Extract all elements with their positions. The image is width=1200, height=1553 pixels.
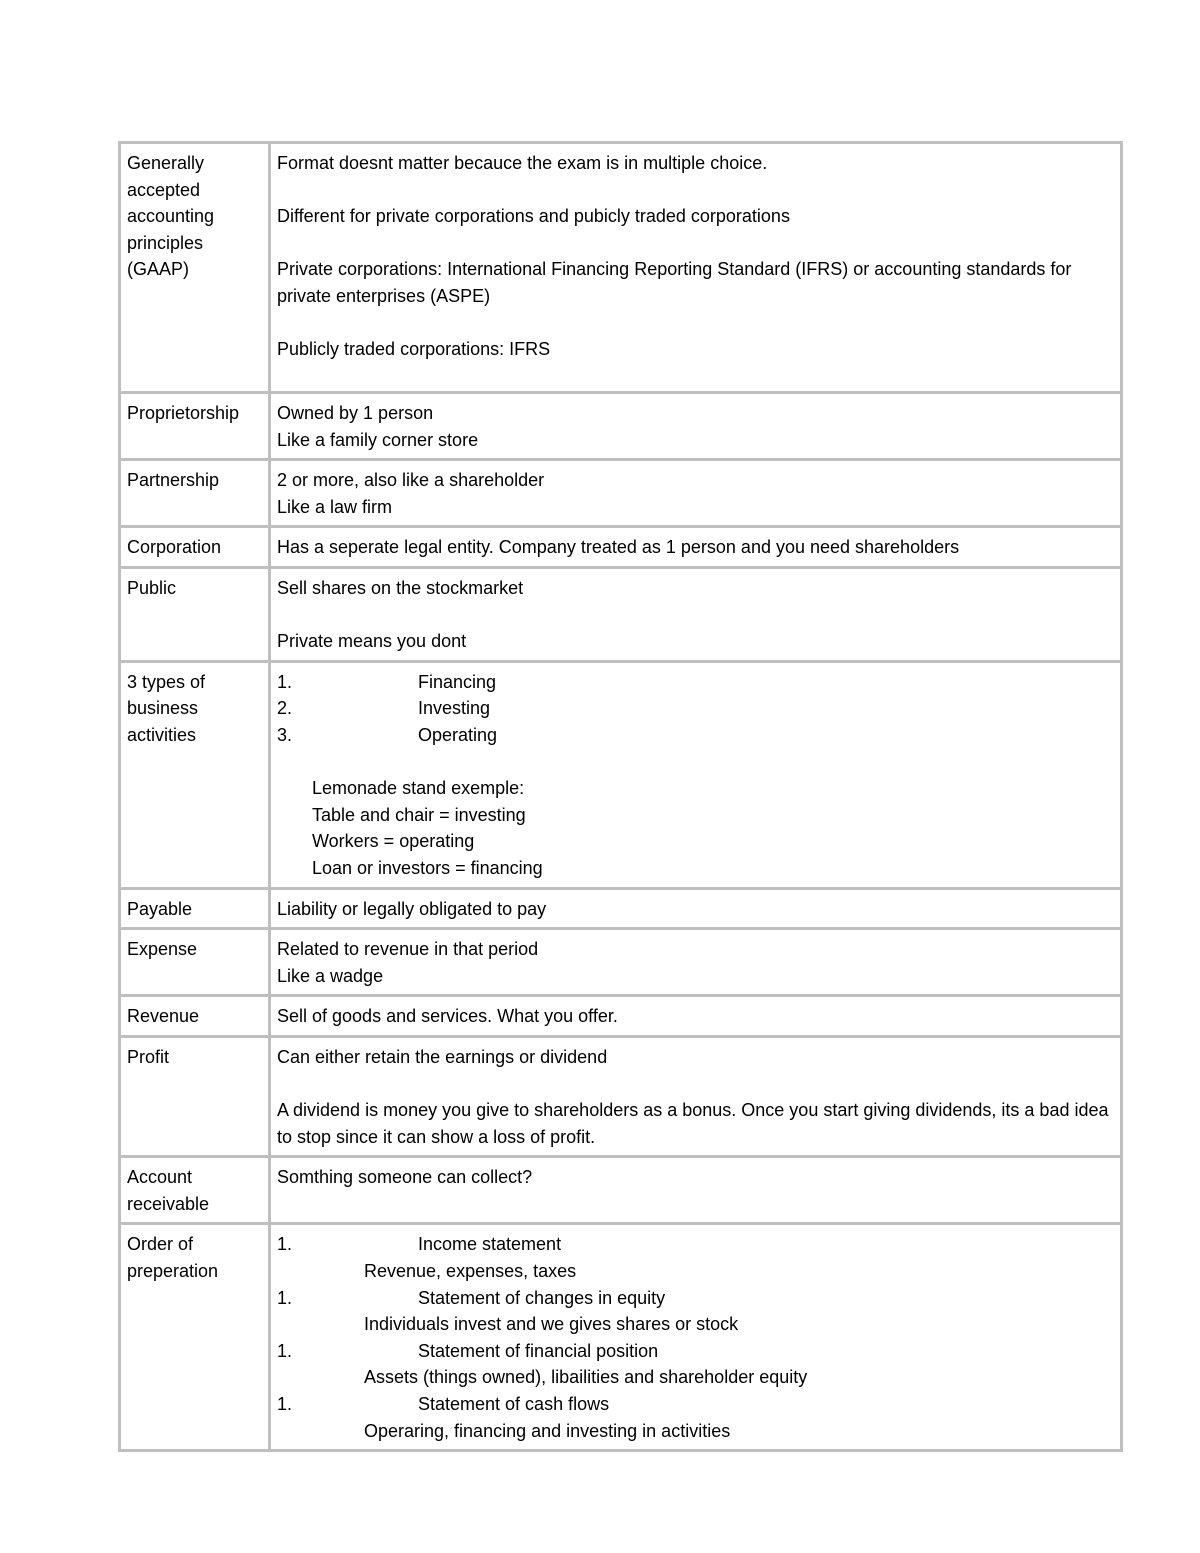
table-row (120, 661, 1122, 888)
term-line: Generally (127, 153, 205, 173)
term-text: Corporation (127, 537, 222, 558)
definition-line: 2 or more, also like a shareholder (277, 470, 545, 491)
term-cell-activities (120, 661, 270, 888)
definition-line: Liability or legally obligated to pay (277, 898, 547, 919)
list-text: Operating (418, 724, 498, 745)
definition-line: Private means you dont (277, 631, 467, 652)
list-text: Statement of changes in equity (418, 1287, 666, 1308)
term-line: principles (127, 232, 204, 253)
definition-line: Sell of goods and services. What you offer. (277, 1006, 618, 1027)
definition-line: Has a seperate legal entity. Company treated as 1 person and you need shareholders (277, 537, 960, 558)
list-subtext: Assets (things owned), libailities and shareholder equity (364, 1367, 808, 1388)
table-row (120, 1224, 1122, 1451)
definition-cell-activities (270, 661, 1122, 888)
term-cell-expense (120, 929, 270, 996)
list-item (277, 1338, 1114, 1365)
definition-cell-account-receivable (270, 1157, 1122, 1224)
list-number: 1. (277, 1340, 293, 1361)
definition-line: Owned by 1 person (277, 403, 434, 423)
definition-line: Related to revenue in that period (277, 939, 539, 960)
definition-line: Like a wadge (277, 965, 384, 986)
term-cell-revenue (120, 996, 270, 1037)
definition-cell-corporation (270, 527, 1122, 568)
table-row (120, 567, 1122, 661)
term-cell-partnership (120, 460, 270, 527)
definition-line: Like a law firm (277, 496, 393, 517)
term-cell-corporation (120, 527, 270, 568)
term-cell-proprietorship (120, 393, 270, 460)
definition-cell-order (270, 1224, 1122, 1451)
list-text: Statement of cash flows (418, 1394, 610, 1414)
term-text: Partnership (127, 470, 220, 491)
definition-line: Can either retain the earnings or dividend (277, 1046, 608, 1067)
list-number: 1. (277, 1287, 293, 1308)
term-line: accepted (127, 179, 201, 200)
term-cell-account-receivable (120, 1157, 270, 1224)
definition-line: Sell shares on the stockmarket (277, 577, 524, 598)
definition-paragraph: Private corporations: International Financing Reporting Standard (IFRS) or accounting standards for private enterprises (ASPE) (277, 259, 1072, 306)
term-line: Account (127, 1167, 193, 1188)
term-line: receivable (127, 1193, 210, 1214)
term-cell-order (120, 1224, 270, 1451)
term-text: Public (127, 577, 177, 598)
list-number: 2. (277, 698, 293, 719)
term-line: Order of (127, 1234, 194, 1255)
list-number: 3. (277, 724, 293, 745)
term-cell-public (120, 567, 270, 661)
definition-paragraph: Format doesnt matter becauce the exam is in multiple choice. (277, 153, 768, 173)
definition-cell-profit (270, 1036, 1122, 1156)
list-subtext: Operaring, financing and investing in activities (364, 1420, 731, 1441)
example-line: Workers = operating (312, 831, 475, 852)
table-row (120, 143, 1122, 393)
definition-cell-payable (270, 888, 1122, 929)
term-line: accounting (127, 206, 215, 227)
table-row (120, 929, 1122, 996)
list-number: 1. (277, 671, 293, 692)
example-line: Loan or investors = financing (312, 857, 543, 878)
list-item (277, 669, 1114, 696)
list-item (277, 1231, 1114, 1258)
definition-cell-partnership (270, 460, 1122, 527)
term-line: (GAAP) (127, 259, 190, 280)
table-row (120, 996, 1122, 1037)
list-text: Investing (418, 698, 491, 719)
term-line: 3 types of (127, 671, 206, 692)
definition-cell-proprietorship (270, 393, 1122, 460)
list-item (277, 722, 1114, 749)
definition-paragraph: A dividend is money you give to shareholders as a bonus. Once you start giving dividends, its a bad idea to stop since it can show a loss of profit. (277, 1100, 1109, 1147)
list-item (277, 695, 1114, 722)
definition-paragraph: Publicly traded corporations: IFRS (277, 339, 551, 360)
term-text: Revenue (127, 1006, 200, 1027)
list-text: Income statement (418, 1234, 562, 1255)
definition-cell-public (270, 567, 1122, 661)
definition-line: Somthing someone can collect? (277, 1167, 533, 1188)
term-cell-profit (120, 1036, 270, 1156)
term-text: Profit (127, 1046, 170, 1067)
definition-cell-revenue (270, 996, 1122, 1037)
definition-line: Like a family corner store (277, 429, 479, 450)
term-cell-gaap (120, 143, 270, 393)
definition-cell-gaap (270, 143, 1122, 393)
term-line: preperation (127, 1261, 219, 1282)
table-row (120, 393, 1122, 460)
term-text: Expense (127, 939, 198, 960)
list-subtext: Revenue, expenses, taxes (364, 1261, 577, 1282)
example-line: Table and chair = investing (312, 804, 526, 825)
list-subtext: Individuals invest and we gives shares or stock (364, 1314, 739, 1335)
term-cell-payable (120, 888, 270, 929)
list-text: Statement of financial position (418, 1340, 659, 1361)
example-line: Lemonade stand exemple: (312, 778, 525, 799)
definition-cell-expense (270, 929, 1122, 996)
definition-paragraph: Different for private corporations and pubicly traded corporations (277, 206, 790, 227)
list-item (277, 1285, 1114, 1312)
table-row (120, 1036, 1122, 1156)
term-line: business (127, 698, 199, 719)
notes-table (118, 141, 1123, 1452)
term-text: Payable (127, 898, 193, 919)
list-number: 1. (277, 1234, 293, 1255)
list-number: 1. (277, 1394, 293, 1414)
list-text: Financing (418, 671, 497, 692)
table-row (120, 460, 1122, 527)
list-item (277, 1391, 1114, 1418)
table-row (120, 527, 1122, 568)
term-line: activities (127, 724, 197, 745)
table-row (120, 888, 1122, 929)
term-text: Proprietorship (127, 403, 240, 423)
table-row (120, 1157, 1122, 1224)
